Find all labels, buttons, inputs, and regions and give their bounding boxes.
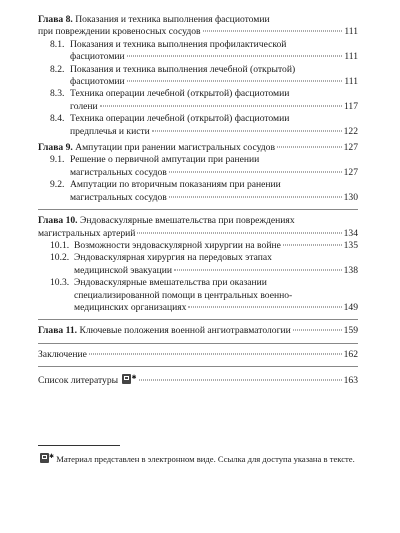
section-number: 8.1. <box>50 38 65 50</box>
leader-dots <box>203 31 343 32</box>
page-number: 111 <box>344 76 358 88</box>
section-title: Техника операции лечебной (открытой) фасциотомии <box>70 113 290 125</box>
references-title: Список литературы <box>38 375 119 387</box>
toc-conclusion[interactable] <box>38 349 358 361</box>
page-number: 127 <box>343 142 358 154</box>
divider <box>38 319 358 320</box>
divider <box>38 343 358 344</box>
chapter-title: Показания и техника выполнения фасциотомии <box>75 14 270 25</box>
leader-dots <box>188 306 341 307</box>
toc-section-8-2[interactable] <box>38 64 358 89</box>
page-number: 149 <box>343 301 358 313</box>
divider <box>38 209 358 210</box>
page-number: 159 <box>343 325 358 337</box>
section-title: Показания и техника выполнения лечебной (открытой) <box>70 63 296 75</box>
section-title: Возможности эндоваскулярной хирургии на войне <box>74 239 281 251</box>
leader-dots <box>169 171 342 172</box>
section-title: Эндоваскулярная хирургия на передовых этапах <box>74 252 272 264</box>
leader-dots <box>127 56 343 57</box>
chapter-label: Глава 10. <box>38 215 78 227</box>
page-number: 117 <box>343 100 358 112</box>
page-number: 162 <box>343 348 358 360</box>
section-title-cont: магистральных сосудов <box>70 166 167 178</box>
leader-dots <box>137 232 341 233</box>
section-number: 9.1. <box>50 154 65 166</box>
page-number: 127 <box>343 166 358 178</box>
electronic-material-icon <box>40 453 49 463</box>
toc-chapter-8[interactable] <box>38 14 358 39</box>
toc-references[interactable]: Список литературы ✱ 163 <box>38 375 358 387</box>
leader-dots <box>89 353 342 354</box>
section-title: Техника операции лечебной (открытой) фасциотомии <box>70 88 290 100</box>
section-number: 8.3. <box>50 88 65 100</box>
chapter-title: Ключевые положения военной ангиотравматологии <box>79 325 291 337</box>
toc-section-10-2[interactable] <box>38 252 358 277</box>
section-title-cont: предплечья и кисти <box>70 125 150 137</box>
section-title-cont: фасциотомии <box>70 76 125 88</box>
divider <box>38 366 358 367</box>
chapter-title: Эндоваскулярные вмешательства при повреждениях <box>79 215 295 227</box>
section-title-cont: медицинской эвакуации <box>74 264 173 276</box>
toc-chapter-11[interactable] <box>38 325 358 337</box>
chapter-label: Глава 8. <box>38 14 73 25</box>
section-number: 10.2. <box>50 252 70 264</box>
section-title: Решение о первичной ампутации при ранении <box>70 154 260 166</box>
footnote-rule <box>38 445 120 446</box>
leader-dots <box>100 105 342 106</box>
section-title-cont: специализированной помощи в центральных военно- <box>74 289 293 301</box>
page-number: 111 <box>344 26 358 38</box>
section-title-cont: голени <box>70 100 98 112</box>
section-number: 8.2. <box>50 63 65 75</box>
toc-section-8-4[interactable] <box>38 113 358 138</box>
section-title-cont-2: медицинских организациях <box>74 301 187 313</box>
page-number: 163 <box>343 375 358 387</box>
chapter-label: Глава 9. <box>38 142 73 154</box>
page-number: 122 <box>343 125 358 137</box>
toc-section-10-3[interactable] <box>38 277 358 314</box>
conclusion-title: Заключение <box>38 348 87 360</box>
leader-dots <box>277 147 342 148</box>
toc-section-9-2[interactable] <box>38 179 358 204</box>
page-number: 130 <box>343 191 358 203</box>
toc-section-9-1[interactable] <box>38 154 358 179</box>
section-title: Показания и техника выполнения профилактической <box>70 38 287 50</box>
electronic-material-icon <box>122 374 131 384</box>
chapter-label: Глава 11. <box>38 325 78 337</box>
leader-dots <box>127 81 343 82</box>
toc-chapter-9[interactable] <box>38 142 358 154</box>
page-number: 138 <box>343 264 358 276</box>
section-title: Ампутации по вторичным показаниям при ранении <box>70 179 281 191</box>
leader-dots <box>293 330 342 331</box>
section-number: 8.4. <box>50 113 65 125</box>
toc-section-8-3[interactable] <box>38 88 358 113</box>
chapter-title-cont: магистральных артерий <box>38 227 136 239</box>
section-title: Эндоваскулярные вмешательства при оказании <box>74 277 267 289</box>
toc-chapter-10[interactable] <box>38 215 358 240</box>
page-number: 134 <box>343 227 358 239</box>
section-number: 9.2. <box>50 179 65 191</box>
leader-dots <box>174 269 342 270</box>
footnote: ✱ Материал представлен в электронном виде. Ссылка для доступа указана в тексте. <box>38 452 358 465</box>
footnote-text: Материал представлен в электронном виде. Ссылка для доступа указана в тексте. <box>56 454 355 464</box>
leader-dots <box>139 380 342 381</box>
section-title-cont: магистральных сосудов <box>70 191 167 203</box>
page-number: 111 <box>344 51 358 63</box>
toc-section-10-1[interactable] <box>38 240 358 252</box>
section-title-cont: фасциотомии <box>70 51 125 63</box>
chapter-title-cont: при повреждении кровеносных сосудов <box>38 26 201 38</box>
leader-dots <box>169 196 342 197</box>
leader-dots <box>152 130 342 131</box>
section-number: 10.1. <box>50 239 70 251</box>
section-number: 10.3. <box>50 277 70 289</box>
toc-section-8-1[interactable] <box>38 39 358 64</box>
chapter-title: Ампутации при ранении магистральных сосудов <box>75 142 276 154</box>
table-of-contents <box>38 14 358 388</box>
page-number: 135 <box>343 239 358 251</box>
leader-dots <box>283 244 342 245</box>
